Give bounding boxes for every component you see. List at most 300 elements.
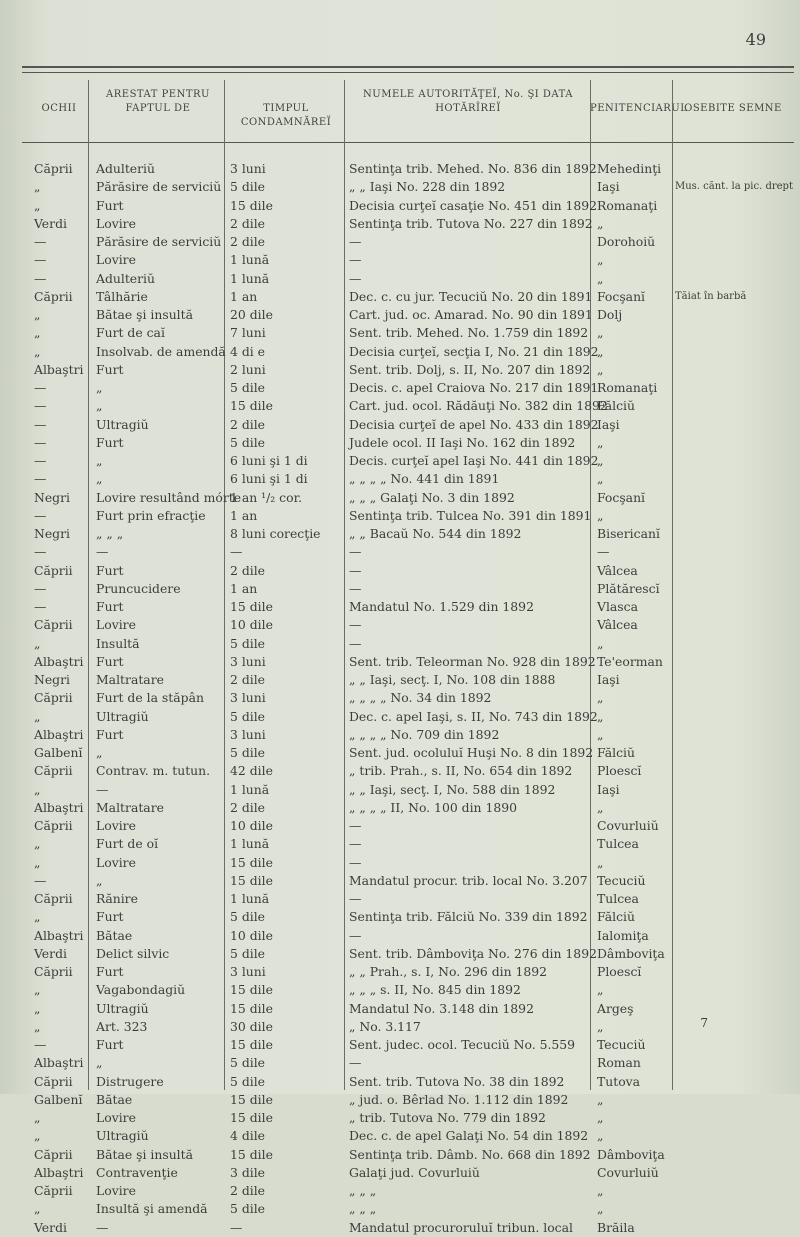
authority-decision-cell: „ „ „ — [349, 1183, 377, 1198]
eye-color-cell: — — [34, 599, 47, 614]
table-row — [0, 1200, 800, 1218]
offense-cell: Furt de la stăpân — [96, 690, 204, 706]
offense-cell: Bătae — [96, 927, 133, 943]
offense-cell: Lovire — [96, 215, 136, 231]
authority-decision-cell: „ „ „ „ II, No. 100 din 1890 — [349, 799, 517, 815]
authority-decision-cell: Sent. trib. Dolj, s. II, No. 207 din 1892 — [349, 361, 591, 377]
eye-color-cell: — — [34, 398, 47, 414]
penitentiary-cell: Tulcea — [597, 891, 639, 906]
penitentiary-cell: Vâlcea — [597, 617, 638, 633]
penitentiary-cell: Covurluiŭ — [597, 1164, 659, 1180]
sentence-term-cell: 15 dile — [230, 1000, 273, 1016]
authority-decision-cell: Sent. judec. ocol. Tecuciŭ No. 5.559 — [349, 1037, 576, 1052]
table-row — [0, 562, 800, 580]
table-row — [0, 507, 800, 525]
offense-cell: Furt — [96, 964, 124, 979]
penitentiary-cell: Tulcea — [597, 836, 639, 852]
offense-cell: Contravenţie — [96, 1164, 178, 1180]
offense-cell: Lovire — [96, 818, 136, 833]
offense-cell: Furt — [96, 361, 124, 377]
sentence-term-cell: 30 dile — [230, 1018, 273, 1034]
authority-decision-cell: — — [349, 234, 362, 249]
penitentiary-cell: Ploescĭ — [597, 763, 642, 779]
table-row — [0, 1146, 800, 1164]
eye-color-cell: — — [34, 544, 47, 560]
sentence-term-cell: 15 dile — [230, 398, 273, 414]
authority-decision-cell: — — [349, 270, 362, 286]
penitentiary-cell: Covurluiŭ — [597, 818, 659, 833]
authority-decision-cell: Mandatul procur. trib. local No. 3.207 — [349, 872, 588, 888]
penitentiary-cell: „ — [597, 270, 604, 286]
penitentiary-cell: Mehedinţi — [597, 161, 662, 176]
eye-color-cell: Albaştri — [34, 799, 84, 815]
offense-cell: Ultragiŭ — [96, 1000, 149, 1016]
offense-cell: Maltratare — [96, 799, 164, 815]
penitentiary-cell: Argeş — [597, 1000, 634, 1016]
sentence-term-cell: 1 an — [230, 507, 258, 523]
authority-decision-cell: „ jud. o. Bêrlad No. 1.112 din 1892 — [349, 1091, 569, 1107]
penitentiary-cell: Fălciŭ — [597, 398, 635, 414]
eye-color-cell: Căprii — [34, 818, 73, 833]
table-row — [0, 835, 800, 853]
sentence-term-cell: 3 luni — [230, 690, 266, 706]
table-row — [0, 343, 800, 361]
penitentiary-cell: „ — [597, 471, 604, 487]
authority-decision-cell: Sentinţa trib. Mehed. No. 836 din 1892 — [349, 161, 597, 176]
authority-decision-cell: „ trib. Tutova No. 779 din 1892 — [349, 1110, 546, 1125]
penitentiary-cell: Vlasca — [597, 599, 638, 614]
eye-color-cell: — — [34, 380, 47, 395]
sentence-term-cell: 15 dile — [230, 197, 273, 213]
eye-color-cell: „ — [34, 854, 41, 870]
authority-decision-cell: Mandatul procuroruluĭ tribun. local — [349, 1219, 573, 1235]
penitentiary-cell: Dâmboviţa — [597, 945, 665, 961]
offense-cell: Tâlhărie — [96, 288, 148, 304]
sentence-term-cell: 2 dile — [230, 1183, 266, 1198]
penitentiary-cell: Te'eorman — [597, 653, 663, 669]
authority-decision-cell: Cart. jud. oc. Amarad. No. 90 din 1891 — [349, 307, 593, 322]
authority-decision-cell: Sent. jud. ocoluluĭ Huşi No. 8 din 1892 — [349, 745, 594, 760]
offense-cell: Părăsire de serviciŭ — [96, 179, 222, 195]
table-row — [0, 397, 800, 415]
table-row — [0, 489, 800, 507]
authority-decision-cell: Galaţi jud. Covurluiŭ — [349, 1164, 480, 1180]
offense-cell: Furt de caĭ — [96, 325, 165, 341]
authority-decision-cell: — — [349, 854, 362, 870]
table-row — [0, 872, 800, 890]
eye-color-cell: „ — [34, 1110, 41, 1125]
authority-decision-cell: „ „ Iaşi, secţ. I, No. 588 din 1892 — [349, 781, 556, 797]
penitentiary-cell: Tecuciŭ — [597, 872, 646, 888]
offense-cell: Furt — [96, 909, 124, 925]
authority-decision-cell: „ „ „ „ No. 441 din 1891 — [349, 471, 500, 487]
table-row — [0, 416, 800, 434]
eye-color-cell: — — [34, 252, 47, 268]
offense-cell: Furt — [96, 1037, 124, 1052]
eye-color-cell: Negri — [34, 672, 70, 687]
offense-cell: „ — [96, 453, 103, 468]
table-row — [0, 653, 800, 671]
penitentiary-cell: „ — [597, 343, 604, 359]
penitentiary-cell: — — [597, 544, 610, 560]
eye-color-cell: „ — [34, 1201, 41, 1217]
penitentiary-cell: „ — [597, 361, 604, 377]
eye-color-cell: Căprii — [34, 161, 73, 176]
table-row — [0, 817, 800, 835]
header-authority-line2: HOTĂRÎREÏ — [435, 103, 501, 114]
sentence-term-cell: 10 dile — [230, 927, 273, 943]
table-row — [0, 1073, 800, 1091]
sentence-term-cell: 2 dile — [230, 234, 266, 249]
table-row — [0, 945, 800, 963]
offense-cell: Lovire — [96, 854, 136, 870]
offense-cell: Adulteriŭ — [96, 270, 156, 286]
penitentiary-cell: „ — [597, 434, 604, 450]
penitentiary-cell: „ — [597, 252, 604, 268]
eye-color-cell: Căprii — [34, 1183, 73, 1198]
offense-cell: Vagabondagiŭ — [96, 982, 186, 998]
authority-decision-cell: Dec. c. cu jur. Tecuciŭ No. 20 din 1891 — [349, 288, 593, 304]
eye-color-cell: — — [34, 453, 47, 468]
sentence-term-cell: 1 lună — [230, 781, 270, 797]
table-row — [0, 1091, 800, 1109]
eye-color-cell: Verdi — [34, 1219, 67, 1235]
table-row — [0, 1036, 800, 1054]
offense-cell: Maltratare — [96, 672, 164, 687]
penitentiary-cell: Roman — [597, 1055, 641, 1071]
penitentiary-cell: „ — [597, 1128, 604, 1144]
authority-decision-cell: — — [349, 252, 362, 268]
table-row — [0, 233, 800, 251]
penitentiary-cell: Iaşi — [597, 672, 620, 687]
sentence-term-cell: 2 luni — [230, 361, 266, 377]
eye-color-cell: Albaştri — [34, 927, 84, 943]
penitentiary-cell: „ — [597, 1110, 604, 1125]
eye-color-cell: „ — [34, 307, 41, 322]
offense-cell: Art. 323 — [96, 1018, 148, 1034]
penitentiary-cell: Fălciŭ — [597, 909, 635, 925]
penitentiary-cell: Tecuciŭ — [597, 1037, 646, 1052]
offense-cell: — — [96, 781, 109, 797]
offense-cell: Lovire — [96, 252, 136, 268]
authority-decision-cell: Sentinţa trib. Tutova No. 227 din 1892 — [349, 215, 593, 231]
header-term: TIMPUL CONDAMNĂREÏ — [240, 103, 332, 128]
register-table — [0, 160, 800, 1237]
penitentiary-cell: „ — [597, 325, 604, 341]
authority-decision-cell: „ „ Iaşi No. 228 din 1892 — [349, 179, 506, 195]
offense-cell: Contrav. m. tutun. — [96, 763, 211, 779]
eye-color-cell: Albaştri — [34, 1164, 84, 1180]
sentence-term-cell: 4 dile — [230, 1128, 266, 1144]
penitentiary-cell: Romanaţi — [597, 380, 658, 395]
penitentiary-cell: „ — [597, 690, 604, 706]
authority-decision-cell: Mandatul No. 3.148 din 1892 — [349, 1000, 534, 1016]
header-bottom-rule — [22, 142, 794, 143]
eye-color-cell: Verdi — [34, 215, 67, 231]
table-row — [0, 708, 800, 726]
authority-decision-cell: Sent. trib. Dâmboviţa No. 276 din 1892 — [349, 945, 597, 961]
offense-cell: Insultă — [96, 635, 140, 651]
table-row — [0, 1219, 800, 1237]
offense-cell: Bătae şi insultă — [96, 307, 194, 322]
eye-color-cell: Negri — [34, 526, 70, 541]
table-row — [0, 1164, 800, 1182]
header-authority-line1: NUMELE AUTORITĂŢEÏ, No. ŞI DATA — [363, 89, 573, 100]
table-row — [0, 908, 800, 926]
penitentiary-cell: Tutova — [597, 1073, 641, 1089]
penitentiary-cell: Dâmboviţa — [597, 1146, 665, 1162]
eye-color-cell: Albaştri — [34, 726, 84, 742]
sentence-term-cell: 8 luni corecţie — [230, 526, 321, 541]
offense-cell: Insultă şi amendă — [96, 1201, 208, 1217]
header-crime-line2: FAPTUL DE — [125, 103, 191, 114]
sentence-term-cell: 5 dile — [230, 434, 266, 450]
offense-cell: Ultragiŭ — [96, 416, 149, 432]
authority-decision-cell: Sent. trib. Mehed. No. 1.759 din 1892 — [349, 325, 589, 341]
eye-color-cell: „ — [34, 982, 41, 998]
top-rule-thin — [22, 72, 794, 73]
sentence-term-cell: 5 dile — [230, 1201, 266, 1217]
table-row — [0, 306, 800, 324]
authority-decision-cell: „ „ Iaşi, secţ. I, No. 108 din 1888 — [349, 672, 556, 687]
eye-color-cell: Căprii — [34, 964, 73, 979]
sentence-term-cell: 2 dile — [230, 562, 266, 578]
eye-color-cell: „ — [34, 836, 41, 852]
authority-decision-cell: — — [349, 562, 362, 578]
offense-cell: „ — [96, 745, 103, 760]
sentence-term-cell: 15 dile — [230, 1037, 273, 1052]
penitentiary-cell: „ — [597, 854, 604, 870]
eye-color-cell: „ — [34, 781, 41, 797]
table-row — [0, 251, 800, 269]
offense-cell: Insolvab. de amendă — [96, 343, 226, 359]
table-row — [0, 744, 800, 762]
table-row — [0, 762, 800, 780]
penitentiary-cell: Focşanĭ — [597, 288, 646, 304]
table-row — [0, 671, 800, 689]
sentence-term-cell: 4 di e — [230, 343, 265, 359]
eye-color-cell: „ — [34, 909, 41, 925]
eye-color-cell: Căprii — [34, 1146, 73, 1162]
authority-decision-cell: Decisia curţeĭ, secţia I, No. 21 din 1892 — [349, 343, 599, 359]
penitentiary-cell: „ — [597, 635, 604, 651]
offense-cell: Furt — [96, 434, 124, 450]
penitentiary-cell: „ — [597, 799, 604, 815]
eye-color-cell: — — [34, 416, 47, 432]
table-row — [0, 324, 800, 342]
eye-color-cell: Căprii — [34, 617, 73, 633]
table-row — [0, 1182, 800, 1200]
eye-color-cell: Galbenĭ — [34, 1091, 83, 1107]
authority-decision-cell: Dec. c. apel Iaşi, s. II, No. 743 din 1892 — [349, 708, 598, 724]
header-crime — [92, 88, 224, 116]
offense-cell: Lovire — [96, 1110, 136, 1125]
offense-cell: Bătae — [96, 1091, 133, 1107]
eye-color-cell: „ — [34, 343, 41, 359]
offense-cell: Furt — [96, 653, 124, 669]
table-row — [0, 288, 800, 306]
sentence-term-cell: 5 dile — [230, 635, 266, 651]
sentence-term-cell: 1 an — [230, 288, 258, 304]
sentence-term-cell: 1 lună — [230, 891, 270, 906]
special-marks-cell: Tăiat în barbă — [675, 290, 747, 302]
eye-color-cell: Căprii — [34, 891, 73, 906]
table-row — [0, 963, 800, 981]
table-row — [0, 178, 800, 196]
penitentiary-cell: Vâlcea — [597, 562, 638, 578]
sentence-term-cell: 15 dile — [230, 599, 273, 614]
penitentiary-cell: Bisericanĭ — [597, 526, 660, 541]
sentence-term-cell: 1 an ¹/₂ cor. — [230, 489, 303, 505]
eye-color-cell: Albaştri — [34, 1055, 84, 1071]
penitentiary-cell: „ — [597, 507, 604, 523]
sentence-term-cell: 5 dile — [230, 708, 266, 724]
eye-color-cell: Negri — [34, 489, 70, 505]
authority-decision-cell: Cart. jud. ocol. Rădăuţi No. 382 din 1892 — [349, 398, 608, 414]
penitentiary-cell: Dolj — [597, 307, 623, 322]
offense-cell: „ — [96, 380, 103, 395]
sentence-term-cell: 15 dile — [230, 872, 273, 888]
sentence-term-cell: 3 luni — [230, 964, 266, 979]
authority-decision-cell: Sent. trib. Tutova No. 38 din 1892 — [349, 1073, 565, 1089]
offense-cell: Pruncucidere — [96, 580, 181, 596]
eye-color-cell: Albaştri — [34, 361, 84, 377]
authority-decision-cell: — — [349, 927, 362, 943]
table-row — [0, 379, 800, 397]
sentence-term-cell: 7 luni — [230, 325, 266, 341]
table-row — [0, 543, 800, 561]
sentence-term-cell: 3 luni — [230, 653, 266, 669]
eye-color-cell: „ — [34, 635, 41, 651]
offense-cell: Furt de oĭ — [96, 836, 159, 852]
table-row — [0, 726, 800, 744]
sentence-term-cell: 5 dile — [230, 380, 266, 395]
penitentiary-cell: Iaşi — [597, 781, 620, 797]
authority-decision-cell: Sentinţa trib. Dâmb. No. 668 din 1892 — [349, 1146, 591, 1162]
sentence-term-cell: 5 dile — [230, 1055, 266, 1071]
authority-decision-cell: „ „ „ s. II, No. 845 din 1892 — [349, 982, 521, 998]
penitentiary-cell: „ — [597, 1091, 604, 1107]
table-row — [0, 799, 800, 817]
sentence-term-cell: — — [230, 1219, 243, 1235]
authority-decision-cell: Decis. c. apel Craiova No. 217 din 1891 — [349, 380, 599, 395]
sentence-term-cell: 3 luni — [230, 726, 266, 742]
offense-cell: Delict silvic — [96, 945, 170, 961]
offense-cell: — — [96, 544, 109, 560]
footnote-mark: 7 — [700, 1016, 708, 1030]
eye-color-cell: Galbenĭ — [34, 745, 83, 760]
penitentiary-cell: Romanaţi — [597, 197, 658, 213]
offense-cell: „ — [96, 398, 103, 414]
penitentiary-cell: Dorohoiŭ — [597, 234, 656, 249]
offense-cell: Lovire — [96, 1183, 136, 1198]
offense-cell: „ — [96, 872, 103, 888]
table-row — [0, 927, 800, 945]
eye-color-cell: Căprii — [34, 288, 73, 304]
offense-cell: — — [96, 1219, 109, 1235]
offense-cell: Adulteriŭ — [96, 161, 156, 176]
table-row — [0, 890, 800, 908]
sentence-term-cell: 1 lună — [230, 252, 270, 268]
offense-cell: „ „ „ — [96, 526, 124, 541]
header-authority — [348, 88, 588, 116]
eye-color-cell: — — [34, 234, 47, 249]
eye-color-cell: „ — [34, 708, 41, 724]
penitentiary-cell: Brăila — [597, 1219, 635, 1235]
offense-cell: Distrugere — [96, 1073, 164, 1089]
table-row — [0, 470, 800, 488]
table-row — [0, 598, 800, 616]
offense-cell: Furt — [96, 562, 124, 578]
eye-color-cell: — — [34, 872, 47, 888]
header-eyes: OCHII — [41, 103, 77, 114]
sentence-term-cell: 5 dile — [230, 945, 266, 961]
authority-decision-cell: „ „ Prah., s. I, No. 296 din 1892 — [349, 964, 548, 979]
page-number: 49 — [745, 30, 766, 49]
authority-decision-cell: „ „ „ — [349, 1201, 377, 1217]
sentence-term-cell: 6 luni şi 1 di — [230, 471, 308, 487]
table-row — [0, 1109, 800, 1127]
authority-decision-cell: Sentinţa trib. Fălciŭ No. 339 din 1892 — [349, 909, 588, 925]
sentence-term-cell: 3 dile — [230, 1164, 266, 1180]
authority-decision-cell: Decisia curţeĭ casaţie No. 451 din 1892 — [349, 197, 598, 213]
sentence-term-cell: 42 dile — [230, 763, 273, 779]
penitentiary-cell: Iaşi — [597, 179, 620, 195]
penitentiary-cell: Ploescĭ — [597, 964, 642, 979]
sentence-term-cell: 6 luni şi 1 di — [230, 453, 308, 468]
eye-color-cell: Verdi — [34, 945, 67, 961]
header-penitentiary: PENITENCIARUL — [590, 103, 688, 114]
table-row — [0, 361, 800, 379]
table-row — [0, 1018, 800, 1036]
sentence-term-cell: — — [230, 544, 243, 560]
eye-color-cell: — — [34, 471, 47, 487]
authority-decision-cell: „ „ „ „ No. 34 din 1892 — [349, 690, 492, 706]
offense-cell: Ultragiŭ — [96, 708, 149, 724]
table-row — [0, 434, 800, 452]
table-row — [0, 981, 800, 999]
penitentiary-cell: „ — [597, 1183, 604, 1198]
eye-color-cell: „ — [34, 197, 41, 213]
offense-cell: Lovire resultând mórte — [96, 489, 242, 505]
table-row — [0, 854, 800, 872]
authority-decision-cell: — — [349, 818, 362, 833]
offense-cell: Bătae şi insultă — [96, 1146, 194, 1162]
sentence-term-cell: 2 dile — [230, 799, 266, 815]
table-row — [0, 215, 800, 233]
authority-decision-cell: — — [349, 635, 362, 651]
eye-color-cell: Albaştri — [34, 653, 84, 669]
authority-decision-cell: — — [349, 544, 362, 560]
table-row — [0, 689, 800, 707]
sentence-term-cell: 15 dile — [230, 854, 273, 870]
offense-cell: Părăsire de serviciŭ — [96, 234, 222, 249]
authority-decision-cell: Judele ocol. II Iaşi No. 162 din 1892 — [349, 434, 576, 450]
sentence-term-cell: 10 dile — [230, 617, 273, 633]
penitentiary-cell: „ — [597, 1201, 604, 1217]
eye-color-cell: „ — [34, 325, 41, 341]
sentence-term-cell: 10 dile — [230, 818, 273, 833]
authority-decision-cell: Sentinţa trib. Tulcea No. 391 din 1891 — [349, 507, 592, 523]
penitentiary-cell: Focşanĭ — [597, 489, 646, 505]
table-row — [0, 781, 800, 799]
authority-decision-cell: Decis. curţeĭ apel Iaşi No. 441 din 1892 — [349, 453, 599, 468]
offense-cell: Rănire — [96, 891, 138, 906]
eye-color-cell: Căprii — [34, 690, 73, 706]
authority-decision-cell: „ „ „ Galaţi No. 3 din 1892 — [349, 489, 515, 505]
penitentiary-cell: Fălciŭ — [597, 745, 635, 760]
table-row — [0, 580, 800, 598]
